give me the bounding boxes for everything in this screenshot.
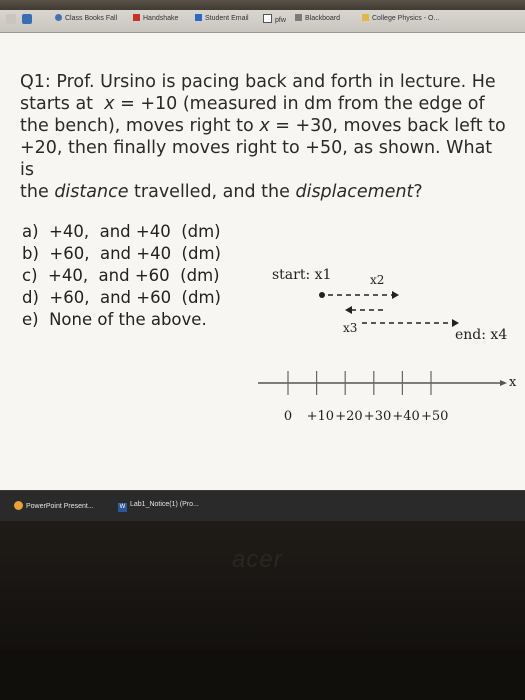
taskbar-powerpoint[interactable]: PowerPoint Present...	[14, 501, 94, 510]
x-axis-label: x	[509, 375, 517, 390]
monitor-base	[0, 650, 525, 700]
bookmark-student-email[interactable]: Student Email	[195, 14, 249, 22]
taskbar-word-doc[interactable]: W Lab1_Notice(1) (Pro...	[119, 501, 199, 510]
taskbar	[0, 490, 525, 521]
tick-label: +40	[392, 409, 420, 424]
bookmark-pfw[interactable]: pfw	[263, 14, 286, 24]
variable-x: x	[104, 94, 115, 114]
handshake-icon	[133, 14, 140, 21]
blackboard-icon	[295, 14, 302, 21]
arrowhead-left	[345, 306, 352, 314]
choice-e[interactable]: e) None of the above.	[22, 310, 207, 329]
app-icons	[6, 14, 32, 26]
question-line-1: Q1: Prof. Ursino is pacing back and forth in lecture. He	[20, 72, 496, 92]
tick-label: 0	[283, 409, 293, 424]
folder-icon	[362, 14, 369, 21]
bookmarks-bar	[0, 10, 525, 33]
tick-label: +20	[335, 409, 363, 424]
variable-x: x	[259, 116, 270, 136]
displacement-word: displacement	[295, 182, 414, 202]
question-line-5: the distance travelled, and the displacement?	[20, 182, 423, 202]
arrowhead-right-2	[452, 319, 459, 327]
x3-label: x3	[343, 321, 358, 335]
choice-a[interactable]: a) +40, and +40 (dm)	[22, 222, 221, 241]
question-line-2: starts at x = +10 (measured in dm from the edge of	[20, 94, 485, 114]
question-line-3: the bench), moves right to x = +30, moves back left to	[20, 116, 506, 136]
tick-label: +10	[306, 409, 335, 424]
word-icon: W	[119, 504, 126, 510]
bookmark-handshake[interactable]: Handshake	[133, 14, 178, 22]
start-dot	[319, 292, 325, 298]
question-line-4: +20, then finally moves right to +50, as shown. What is	[20, 138, 493, 180]
extension-icon[interactable]	[22, 14, 32, 24]
chrome-icon	[14, 501, 23, 510]
tick-label: +50	[421, 409, 449, 424]
arrowhead-right-1	[392, 291, 399, 299]
distance-word: distance	[54, 182, 129, 202]
choice-b[interactable]: b) +60, and +40 (dm)	[22, 244, 221, 263]
mail-icon	[195, 14, 202, 21]
end-label: end: x4	[455, 327, 508, 343]
apps-icon[interactable]	[6, 14, 16, 24]
bookmark-blackboard[interactable]: Blackboard	[295, 14, 340, 22]
x2-label: x2	[370, 273, 385, 287]
x-axis-arrowhead	[500, 380, 507, 386]
choice-d[interactable]: d) +60, and +60 (dm)	[22, 288, 221, 307]
monitor-brand-logo: acer	[232, 546, 283, 573]
bookmark-college-physics[interactable]: College Physics - O...	[362, 14, 439, 22]
page-icon	[263, 14, 272, 23]
choice-c[interactable]: c) +40, and +60 (dm)	[22, 266, 220, 285]
bookmark-icon	[55, 14, 62, 21]
document-page	[0, 33, 525, 490]
tick-label: +30	[363, 409, 392, 424]
start-label: start: x1	[272, 267, 332, 283]
bookmark-class-books[interactable]: Class Books Fall	[55, 14, 117, 22]
